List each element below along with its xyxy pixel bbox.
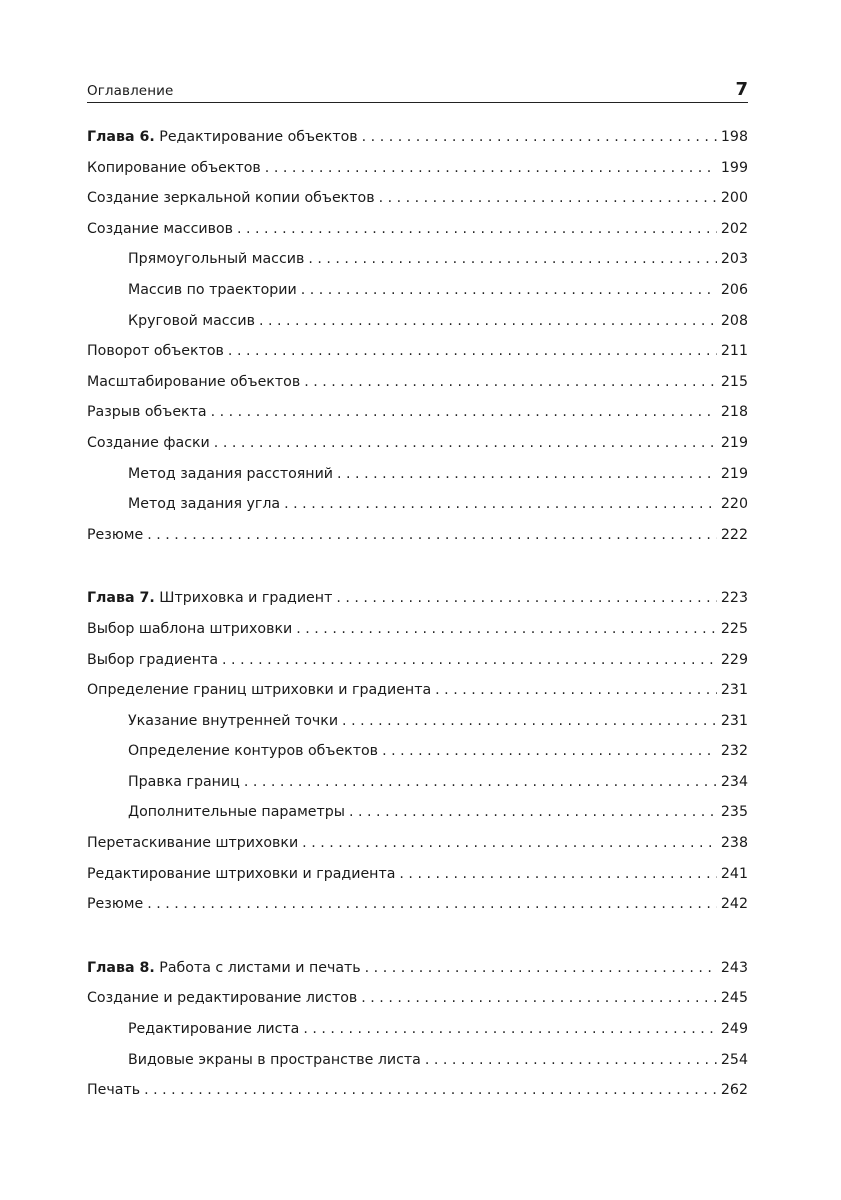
toc-subsection-entry[interactable] bbox=[87, 306, 748, 337]
running-header-title: Оглавление bbox=[87, 83, 174, 99]
dot-leader bbox=[365, 953, 717, 984]
toc-page-number: 203 bbox=[720, 251, 748, 268]
toc-section-entry[interactable] bbox=[87, 1075, 748, 1106]
toc-page-number: 198 bbox=[720, 129, 748, 145]
toc-entry-title: Правка границ bbox=[128, 773, 240, 790]
toc-section-entry[interactable] bbox=[87, 367, 748, 398]
toc-chapter-entry[interactable] bbox=[87, 583, 748, 614]
dot-leader bbox=[214, 428, 717, 459]
dot-leader bbox=[435, 675, 717, 706]
toc-entry-title: Метод задания угла bbox=[128, 496, 281, 513]
toc-subsection-entry[interactable] bbox=[87, 275, 748, 306]
toc-entry-title: Резюме bbox=[87, 526, 144, 543]
toc-entry-title: Указание внутренней точки bbox=[128, 712, 339, 729]
toc-entry-title bbox=[87, 953, 361, 984]
toc-section-entry[interactable] bbox=[87, 428, 748, 459]
toc-page-number: 241 bbox=[720, 865, 748, 882]
toc-entry-title: Выбор градиента bbox=[87, 651, 219, 668]
dot-leader bbox=[302, 828, 717, 859]
toc-entry-title: Определение границ штриховки и градиента bbox=[87, 682, 432, 699]
dot-leader bbox=[308, 244, 717, 275]
dot-leader bbox=[362, 122, 717, 153]
toc-entry-title bbox=[87, 583, 332, 614]
toc-section-entry[interactable] bbox=[87, 828, 748, 859]
page-number: 7 bbox=[735, 79, 748, 100]
toc-page-number: 199 bbox=[720, 159, 748, 176]
dot-leader bbox=[228, 336, 717, 367]
table-of-contents bbox=[87, 122, 748, 1139]
toc-chapter-block bbox=[87, 953, 748, 1106]
toc-page-number: 211 bbox=[720, 343, 748, 360]
toc-entry-title: Печать bbox=[87, 1082, 141, 1099]
dot-leader bbox=[147, 889, 717, 920]
toc-subsection-entry[interactable] bbox=[87, 1045, 748, 1076]
toc-page-number: 245 bbox=[720, 990, 748, 1007]
toc-page-number: 219 bbox=[720, 434, 748, 451]
toc-entry-title: Редактирование листа bbox=[128, 1021, 300, 1038]
toc-entry-title: Копирование объектов bbox=[87, 159, 261, 176]
dot-leader bbox=[237, 214, 717, 245]
toc-section-entry[interactable] bbox=[87, 214, 748, 245]
toc-entry-title: Редактирование штриховки и градиента bbox=[87, 865, 396, 882]
toc-entry-title: Масштабирование объектов bbox=[87, 373, 301, 390]
dot-leader bbox=[425, 1045, 717, 1076]
toc-page-number: 231 bbox=[720, 712, 748, 729]
toc-entry-title: Видовые экраны в пространстве листа bbox=[128, 1051, 421, 1068]
toc-page-number: 232 bbox=[720, 743, 748, 760]
dot-leader bbox=[342, 706, 717, 737]
toc-section-entry[interactable] bbox=[87, 859, 748, 890]
toc-chapter-block bbox=[87, 583, 748, 920]
toc-entry-title: Поворот объектов bbox=[87, 343, 224, 360]
dot-leader bbox=[304, 367, 717, 398]
toc-section-entry[interactable] bbox=[87, 889, 748, 920]
toc-entry-title: Перетаскивание штриховки bbox=[87, 835, 299, 852]
toc-page-number: 215 bbox=[720, 373, 748, 390]
toc-entry-title: Круговой массив bbox=[128, 312, 255, 329]
dot-leader bbox=[265, 153, 717, 184]
toc-page-number: 223 bbox=[720, 590, 748, 607]
toc-section-entry[interactable] bbox=[87, 520, 748, 551]
toc-page-number: 235 bbox=[720, 804, 748, 821]
dot-leader bbox=[336, 583, 717, 614]
toc-page-number: 238 bbox=[720, 835, 748, 852]
toc-entry-title: Резюме bbox=[87, 896, 144, 913]
toc-entry-title: Метод задания расстояний bbox=[128, 465, 334, 482]
toc-page-number: 234 bbox=[720, 773, 748, 790]
dot-leader bbox=[382, 736, 717, 767]
dot-leader bbox=[349, 797, 717, 828]
toc-entry-title: Массив по траектории bbox=[128, 281, 297, 298]
toc-page-number: 262 bbox=[720, 1082, 748, 1099]
toc-page-number: 200 bbox=[720, 190, 748, 207]
dot-leader bbox=[144, 1075, 717, 1106]
toc-page-number: 206 bbox=[720, 281, 748, 298]
toc-entry-title: Дополнительные параметры bbox=[128, 804, 345, 821]
toc-entry-title: Создание массивов bbox=[87, 220, 233, 237]
toc-section-entry[interactable] bbox=[87, 675, 748, 706]
toc-entry-title: Создание фаски bbox=[87, 434, 210, 451]
toc-section-entry[interactable] bbox=[87, 183, 748, 214]
chapter-number-label: Глава 6. bbox=[87, 129, 155, 145]
toc-page-number: 218 bbox=[720, 404, 748, 421]
dot-leader bbox=[244, 767, 717, 798]
dot-leader bbox=[361, 983, 717, 1014]
toc-page-number: 202 bbox=[720, 220, 748, 237]
chapter-number-label: Глава 8. bbox=[87, 959, 155, 976]
toc-page-number: 220 bbox=[720, 496, 748, 513]
toc-chapter-entry[interactable] bbox=[87, 953, 748, 984]
toc-page-number: 231 bbox=[720, 682, 748, 699]
dot-leader bbox=[303, 1014, 717, 1045]
toc-entry-title bbox=[87, 122, 358, 153]
toc-subsection-entry[interactable] bbox=[87, 797, 748, 828]
dot-leader bbox=[284, 489, 717, 520]
toc-page-number: 229 bbox=[720, 651, 748, 668]
dot-leader bbox=[337, 459, 717, 490]
toc-entry-title: Определение контуров объектов bbox=[128, 743, 379, 760]
toc-subsection-entry[interactable] bbox=[87, 706, 748, 737]
toc-entry-title: Создание и редактирование листов bbox=[87, 990, 358, 1007]
toc-section-entry[interactable] bbox=[87, 983, 748, 1014]
toc-section-entry[interactable] bbox=[87, 397, 748, 428]
toc-page-number: 225 bbox=[720, 620, 748, 637]
toc-section-entry[interactable] bbox=[87, 336, 748, 367]
dot-leader bbox=[296, 614, 717, 645]
dot-leader bbox=[259, 306, 717, 337]
toc-section-entry[interactable] bbox=[87, 614, 748, 645]
dot-leader bbox=[301, 275, 717, 306]
dot-leader bbox=[211, 397, 717, 428]
chapter-title-text: Штриховка и градиент bbox=[154, 590, 333, 607]
chapter-title-text: Работа с листами и печать bbox=[154, 959, 361, 976]
toc-subsection-entry[interactable] bbox=[87, 489, 748, 520]
toc-page-number: 243 bbox=[720, 959, 748, 976]
toc-entry-title: Разрыв объекта bbox=[87, 404, 207, 421]
toc-page-number: 222 bbox=[720, 526, 748, 543]
toc-page-number: 254 bbox=[720, 1051, 748, 1068]
toc-subsection-entry[interactable] bbox=[87, 767, 748, 798]
toc-entry-title: Создание зеркальной копии объектов bbox=[87, 190, 375, 207]
dot-leader bbox=[222, 645, 717, 676]
toc-section-entry[interactable] bbox=[87, 645, 748, 676]
toc-page-number: 249 bbox=[720, 1021, 748, 1038]
toc-page-number: 242 bbox=[720, 896, 748, 913]
toc-page-number: 208 bbox=[720, 312, 748, 329]
dot-leader bbox=[399, 859, 717, 890]
toc-entry-title: Прямоугольный массив bbox=[128, 251, 305, 268]
toc-subsection-entry[interactable] bbox=[87, 736, 748, 767]
chapter-title-text: Редактирование объектов bbox=[154, 129, 358, 145]
toc-page-number: 219 bbox=[720, 465, 748, 482]
dot-leader bbox=[147, 520, 717, 551]
toc-section-entry[interactable] bbox=[87, 153, 748, 184]
toc-chapter-block bbox=[87, 122, 748, 550]
toc-subsection-entry[interactable] bbox=[87, 1014, 748, 1045]
toc-entry-title: Выбор шаблона штриховки bbox=[87, 620, 293, 637]
dot-leader bbox=[379, 183, 717, 214]
toc-chapter-entry[interactable] bbox=[87, 122, 748, 153]
chapter-number-label: Глава 7. bbox=[87, 590, 155, 607]
toc-subsection-entry[interactable] bbox=[87, 459, 748, 490]
toc-subsection-entry[interactable] bbox=[87, 244, 748, 275]
page-header bbox=[87, 76, 748, 103]
